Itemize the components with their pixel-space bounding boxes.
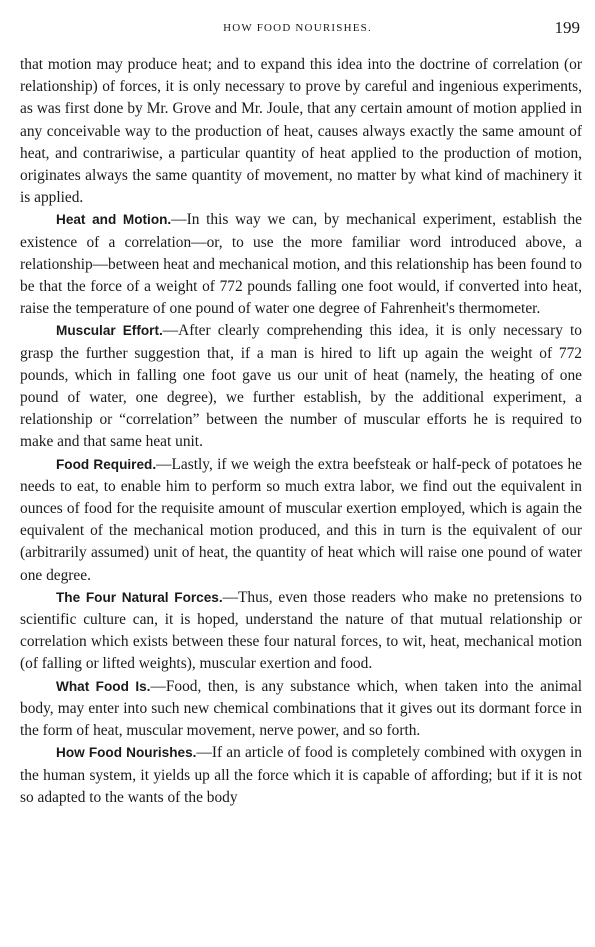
paragraph-four-natural-forces [20,587,582,676]
side-heading: The Four Natural Forces. [56,589,223,605]
side-heading: Muscular Effort. [56,323,163,339]
paragraph-heat-and-motion [20,209,582,320]
paragraph-continuation [20,54,582,209]
paragraph-text: —If an article of food is completely combined with oxygen in the human system, it yields up all the force which it is capable of affording; but if it is not so adapted to the wants of the body [20,744,582,806]
paragraph-text: —Lastly, if we weigh the extra beefsteak or half-peck of potatoes he needs to eat, to enable him to perform so much extra labor, we find out the equivalent in ounces of food for the requisite amount of muscular exertion employed, which is again the equivalent of the mechanical motion produced, and this in turn is the equivalent of our (arbitrarily assumed) unit of heat, the quantity of heat which will raise one pound of water one degree. [20,455,582,584]
side-heading: How Food Nourishes. [56,745,197,761]
running-header [0,18,595,40]
page-number: 199 [554,18,580,37]
running-title: HOW FOOD NOURISHES. [223,22,372,34]
paragraph-text: —In this way we can, by mechanical experiment, establish the existence of a correlation—or, to use the more familiar word introduced above, a relationship—between heat and mechanical motion, and this relationship has been found to be that the force of a weight of 772 pounds falling one foot would, if converted into heat, raise the temperature of one pound of water one degree of Fahrenheit's thermometer. [20,211,582,318]
paragraph-what-food-is [20,676,582,743]
paragraph-text: —Thus, even those readers who make no pretensions to scientific culture can, it is hoped, understand the nature of that mutual relationship or correlation which exists between these four natural forces, to wit, heat, mechanical motion (of falling or lifted weights), muscular exertion and food. [20,588,582,673]
paragraph-text: —Food, then, is any substance which, when taken into the animal body, may enter into such new chemical combinations that it gives out its dormant force in the form of heat, muscular movement, nerve power, and so forth. [20,677,583,740]
paragraph-how-food-nourishes [20,742,582,809]
body-text [20,54,582,809]
paragraph-food-required [20,454,582,587]
paragraph-text: that motion may produce heat; and to expand this idea into the doctrine of correlation (or relationship) of forces, it is only necessary to prove by careful and ingenious experiments, as was first done by Mr. Grove and Mr. Joule, that any certain amount of motion applied in any conceivable way to the production of heat, causes always exactly the same amount of heat, and contrariwise, a particular quantity of heat applied to the production of motion, originates always the same quantity of movement, no matter by what kind of machinery it is applied. [20,56,582,207]
side-heading: Food Required. [56,456,157,472]
side-heading: What Food Is. [56,678,151,694]
paragraph-text: —After clearly comprehending this idea, it is only necessary to grasp the further suggestion that, if a man is hired to lift up again the weight of 772 pounds, which in falling one foot gave us our unit of heat (namely, the heating of one pound of water, one degree), we further establish, by the additional experiment, a relationship or “correlation” between the number of muscular efforts he is required to make and that same heat unit. [20,322,582,451]
side-heading: Heat and Motion. [56,212,172,228]
paragraph-muscular-effort [20,320,582,453]
